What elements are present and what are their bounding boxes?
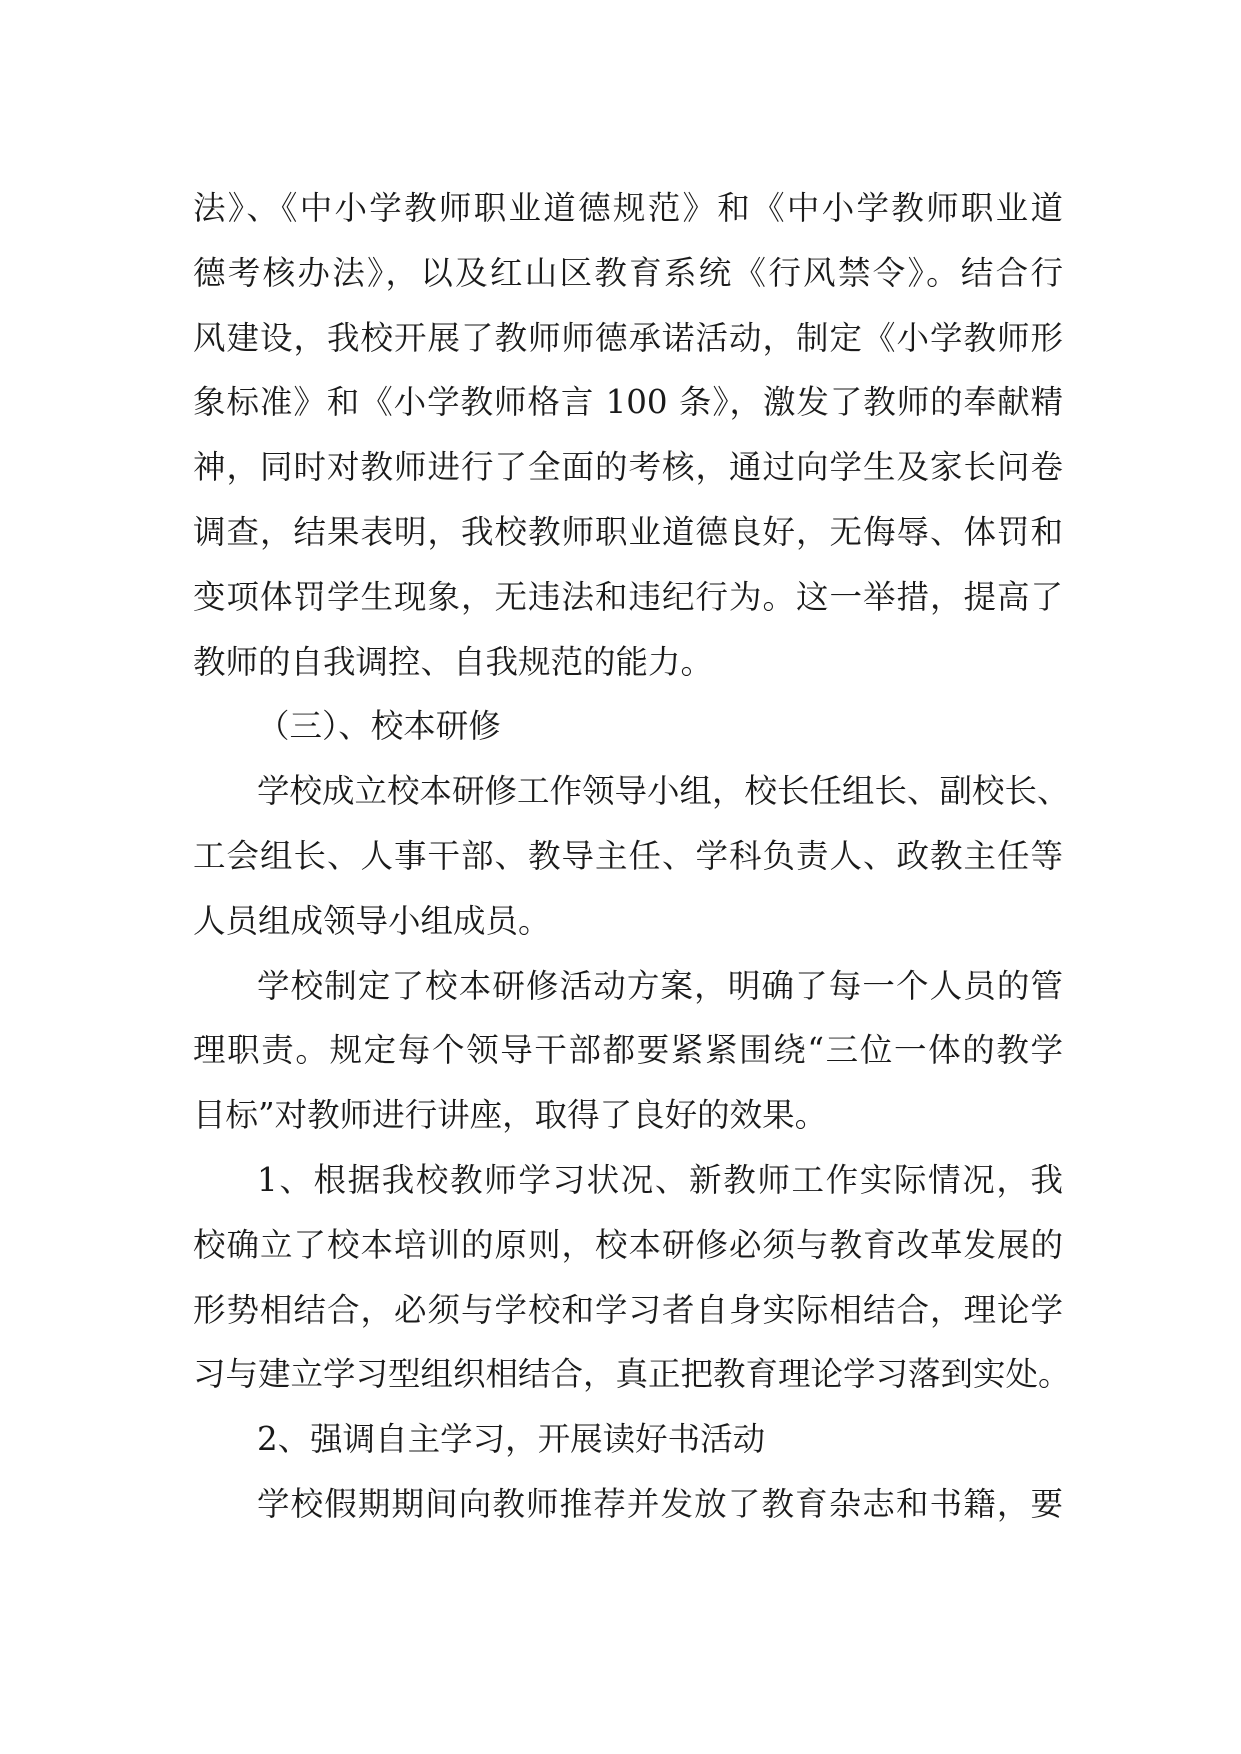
text-line: 形势相结合，必须与学校和学习者自身实际相结合，理论学: [193, 1290, 1063, 1329]
text-line: 象标准》和《小学教师格言 100 条》，激发了教师的奉献精: [193, 383, 1063, 422]
text-line: 教师的自我调控、自我规范的能力。: [193, 642, 714, 681]
text-line: 校确立了校本培训的原则，校本研修必须与教育改革发展的: [193, 1225, 1063, 1264]
text-line: 学校制定了校本研修活动方案，明确了每一个人员的管: [257, 966, 1063, 1005]
text-line: 调查，结果表明，我校教师职业道德良好，无侮辱、体罚和: [193, 512, 1063, 551]
text-line: 2、强调自主学习，开展读好书活动: [257, 1420, 766, 1459]
text-line: 人员组成领导小组成员。: [193, 901, 551, 940]
text-line: 目标”对教师进行讲座，取得了良好的效果。: [193, 1096, 828, 1135]
text-line: 学校成立校本研修工作领导小组，校长任组长、副校长、: [257, 772, 1070, 811]
text-line: 变项体罚学生现象，无违法和违纪行为。这一举措，提高了: [193, 577, 1063, 616]
text-line: 风建设，我校开展了教师师德承诺活动，制定《小学教师形: [193, 318, 1063, 357]
section-heading: （三）、校本研修: [257, 707, 501, 746]
document-page: [193, 176, 1071, 1537]
text-line: 德考核办法》，以及红山区教育系统《行风禁令》。结合行: [193, 253, 1063, 292]
text-line: 学校假期期间向教师推荐并发放了教育杂志和书籍，要: [257, 1484, 1063, 1523]
text-line: 法》、《中小学教师职业道德规范》和《中小学教师职业道: [193, 189, 1063, 227]
text-line: 神，同时对教师进行了全面的考核，通过向学生及家长问卷: [193, 448, 1063, 487]
text-line: 理职责。规定每个领导干部都要紧紧围绕“三位一体的教学: [193, 1031, 1063, 1070]
text-line: 习与建立学习型组织相结合，真正把教育理论学习落到实处。: [193, 1355, 1071, 1394]
text-line: 1、根据我校教师学习状况、新教师工作实际情况，我: [257, 1160, 1063, 1199]
text-line: 工会组长、人事干部、教导主任、学科负责人、政教主任等: [193, 836, 1063, 875]
